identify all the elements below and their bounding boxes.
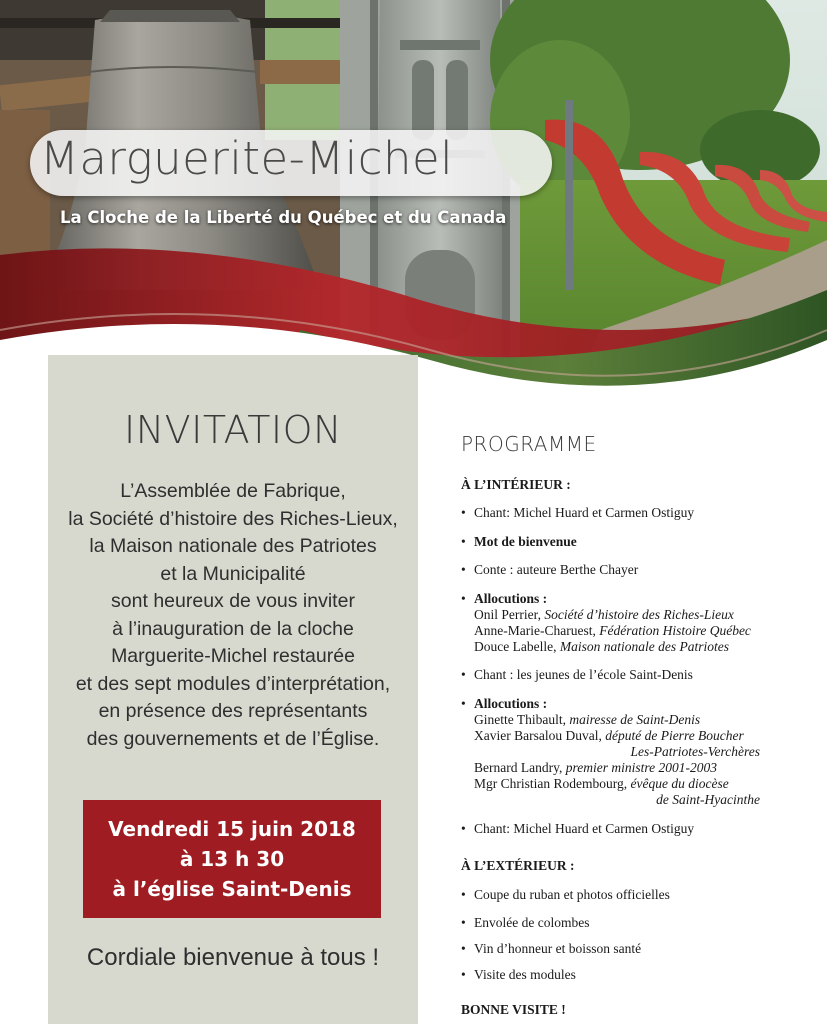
- page-title: Marguerite-Michel: [40, 132, 454, 185]
- event-time: à 13 h 30: [179, 847, 285, 871]
- bullet-icon: •: [461, 696, 466, 711]
- bullet-icon: •: [461, 667, 466, 682]
- bullet-icon: •: [461, 562, 466, 577]
- speaker-name: Ginette Thibault,: [474, 712, 570, 727]
- speaker-role: mairesse de Saint-Denis: [569, 712, 701, 727]
- list-item-text: Chant: Michel Huard et Carmen Ostiguy: [474, 505, 695, 520]
- list-item: [461, 967, 576, 983]
- invitation-line: en présence des représentants: [98, 700, 368, 722]
- invitation-line: la Société d’histoire des Riches-Lieux,: [68, 507, 398, 530]
- speaker-name: Onil Perrier,: [474, 607, 545, 622]
- list-item-text: Envolée de colombes: [474, 915, 590, 930]
- interior-section-label: À L’INTÉRIEUR :: [461, 477, 571, 492]
- closing-message: BONNE VISITE !: [461, 1002, 566, 1017]
- speaker-line: [474, 639, 729, 655]
- speaker-line: [474, 712, 700, 728]
- list-item-text: Visite des modules: [474, 967, 576, 982]
- list-item-text: Vin d’honneur et boisson santé: [474, 941, 642, 956]
- speaker-name: Mgr Christian Rodembourg,: [474, 776, 631, 791]
- list-item: [461, 591, 547, 607]
- bullet-icon: •: [461, 941, 466, 956]
- invitation-line: et des sept modules d’interprétation,: [75, 672, 391, 695]
- speaker-line: [474, 728, 744, 744]
- list-item: [461, 667, 693, 683]
- invitation-line: L’Assemblée de Fabrique,: [120, 480, 346, 502]
- programme-heading: PROGRAMME: [461, 432, 597, 456]
- bullet-icon: •: [461, 821, 466, 836]
- list-item: [461, 534, 577, 550]
- list-item: [461, 562, 638, 578]
- invitation-body: [48, 478, 418, 753]
- speaker-role: Société d’histoire des Riches-Lieux: [544, 607, 734, 622]
- list-item: [461, 887, 670, 903]
- bullet-icon: •: [461, 915, 466, 930]
- speaker-role: Fédération Histoire Québec: [599, 623, 751, 638]
- speaker-name: Anne-Marie-Charuest,: [474, 623, 600, 638]
- bullet-icon: •: [461, 887, 466, 902]
- speaker-name: Xavier Barsalou Duval,: [474, 728, 606, 743]
- speaker-name: Bernard Landry,: [474, 760, 566, 775]
- list-item-text: Conte : auteure Berthe Chayer: [474, 562, 639, 577]
- speaker-role: Maison nationale des Patriotes: [559, 639, 729, 654]
- bullet-icon: •: [461, 967, 466, 982]
- list-item: [461, 821, 694, 837]
- list-item-text: Mot de bienvenue: [474, 534, 577, 549]
- speaker-line: [474, 623, 751, 639]
- invitation-line: et la Municipalité: [160, 562, 306, 585]
- allocutions-label: Allocutions :: [474, 591, 548, 606]
- event-date-box: [83, 800, 381, 918]
- bullet-icon: •: [461, 505, 466, 520]
- event-location: à l’église Saint-Denis: [112, 877, 352, 901]
- welcome-message: Cordiale bienvenue à tous !: [86, 944, 380, 971]
- invitation-line: des gouvernements et de l’Église.: [86, 727, 380, 750]
- exterior-section-label: À L’EXTÉRIEUR :: [461, 858, 575, 873]
- invitation-heading: INVITATION: [124, 408, 342, 452]
- invitation-line: sont heureux de vous inviter: [111, 590, 355, 612]
- speaker-line: [474, 776, 729, 792]
- list-item-text: Coupe du ruban et photos officielles: [474, 887, 670, 902]
- speaker-role: premier ministre 2001-2003: [565, 760, 717, 775]
- speaker-name: Douce Labelle,: [474, 639, 560, 654]
- speaker-role-continued: Les-Patriotes-Verchères: [630, 744, 760, 759]
- list-item: [461, 915, 589, 931]
- list-item-text: Chant : les jeunes de l’école Saint-Denis: [474, 667, 693, 682]
- invitation-line: à l’inauguration de la cloche: [112, 617, 354, 640]
- speaker-role: député de Pierre Boucher: [605, 728, 744, 743]
- bullet-icon: •: [461, 591, 466, 606]
- list-item: [461, 505, 694, 521]
- list-item: [461, 696, 547, 712]
- speaker-role: évêque du diocèse: [630, 776, 729, 791]
- speaker-role-continued: de Saint-Hyacinthe: [656, 792, 760, 807]
- invitation-line: Marguerite-Michel restaurée: [111, 645, 355, 667]
- list-item: [461, 941, 641, 957]
- list-item-text: Chant: Michel Huard et Carmen Ostiguy: [474, 821, 695, 836]
- invitation-line: la Maison nationale des Patriotes: [89, 535, 377, 557]
- speaker-line: [474, 607, 734, 623]
- bullet-icon: •: [461, 534, 466, 549]
- allocutions-label: Allocutions :: [474, 696, 548, 711]
- speaker-line: [474, 760, 717, 776]
- event-date: Vendredi 15 juin 2018: [108, 817, 356, 841]
- page-subtitle: La Cloche de la Liberté du Québec et du Canada: [60, 208, 507, 227]
